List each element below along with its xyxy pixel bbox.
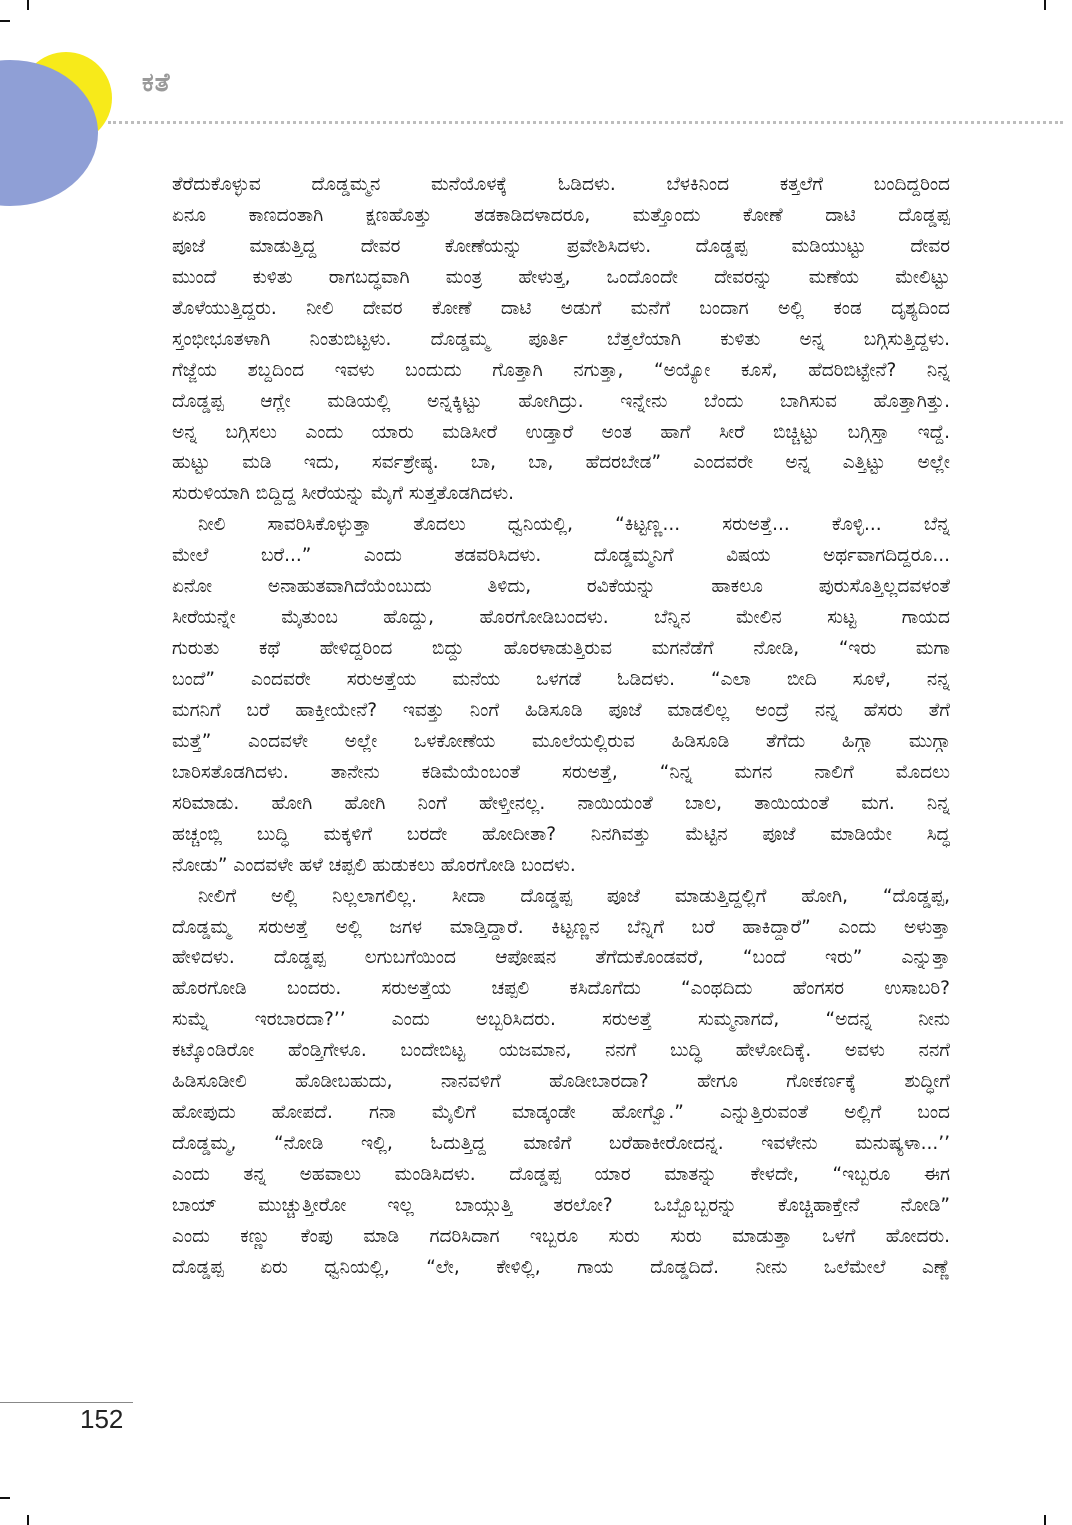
text-line: ನೀಲಿಗೆ ಅಲ್ಲಿ ನಿಲ್ಲಲಾಗಲಿಲ್ಲ. ಸೀದಾ ದೊಡ್ಡಪ್ಪ ಪೂಜೆ ಮಾಡುತ್ತಿದ್ದಲ್ಲಿಗೆ ಹೋಗಿ, “ದೊಡ್ಡಪ್ಪ, [198, 885, 950, 907]
text-line: ಸರಿಮಾಡು. ಹೋಗಿ ಹೋಗಿ ನಿಂಗೆ ಹೇಳ್ತೀನಲ್ಲ. ನಾಯಿಯಂತೆ ಬಾಲ, ತಾಯಿಯಂತೆ ಮಗ. ನಿನ್ನ [172, 792, 950, 814]
crop-mark-bottom-left-horizontal [0, 1497, 10, 1499]
text-line: ಸೀರೆಯನ್ನೇ ಮೈತುಂಬ ಹೊದ್ದು, ಹೊರಗೋಡಿಬಂದಳು. ಬೆನ್ನಿನ ಮೇಲಿನ ಸುಟ್ಟ ಗಾಯದ [172, 607, 950, 629]
text-line: ಹೇಳಿದಳು. ದೊಡ್ಡಪ್ಪ ಲಗುಬಗೆಯಿಂದ ಆಪೋಷನ ತೆಗೆದುಕೊಂಡವರೆ, “ಬಂದೆ ಇರು” ಎನ್ನುತ್ತಾ [172, 947, 950, 969]
text-line: ಕಟ್ಕೊಂಡಿರೋ ಹೆಂಡ್ತಿಗೇಳೂ. ಬಂದೇಬಿಟ್ಟ ಯಜಮಾನ, ನನಗೆ ಬುದ್ಧಿ ಹೇಳೋದಿಕ್ಕೆ. ಅವಳು ನನಗೆ [172, 1040, 950, 1062]
text-line: ದೊಡ್ಡಮ್ಮ, “ನೋಡಿ ಇಲ್ಲಿ, ಓದುತ್ತಿದ್ದ ಮಾಣಿಗೆ ಬರೆಹಾಕೀರೋದನ್ನ. ಇವಳೇನು ಮನುಷ್ಯಳಾ...’’ [172, 1133, 950, 1155]
text-line: ಹೋಪುದು ಹೋಪದೆ. ಗನಾ ಮೈಲಿಗೆ ಮಾಡ್ಕಂಡೇ ಹೋಗ್ವೊ.” ಎನ್ನುತ್ತಿರುವಂತೆ ಅಲ್ಲಿಗೆ ಬಂದ [172, 1102, 950, 1124]
text-line: ಸುಮ್ನೆ ಇರಬಾರದಾ?’’ ಎಂದು ಅಬ್ಬರಿಸಿದರು. ಸರುಅತ್ತೆ ಸುಮ್ಮನಾಗದೆ, “ಅದನ್ನ ನೀನು [172, 1009, 950, 1031]
header-dotted-rule [108, 121, 1063, 124]
text-line: ಏನೂ ಕಾಣದಂತಾಗಿ ಕ್ಷಣಹೊತ್ತು ತಡಕಾಡಿದಳಾದರೂ, ಮತ್ತೊಂದು ಕೋಣೆ ದಾಟಿ ದೊಡ್ಡಪ್ಪ [172, 204, 950, 226]
text-line: ದೊಡ್ಡಪ್ಪ ಏರು ಧ್ವನಿಯಲ್ಲಿ, “ಲೇ, ಕೇಳಿಲ್ಲಿ, ಗಾಯ ದೊಡ್ಡದಿದೆ. ನೀನು ಒಲೆಮೇಲೆ ಎಣ್ಣೆ [172, 1256, 950, 1278]
text-line: ಬಾರಿಸತೊಡಗಿದಳು. ತಾನೇನು ಕಡಿಮೆಯೆಂಬಂತೆ ಸರುಅತ್ತೆ, “ನಿನ್ನ ಮಗನ ನಾಲಿಗೆ ಮೊದಲು [172, 761, 950, 783]
text-line: ಸುರುಳಿಯಾಗಿ ಬಿದ್ದಿದ್ದ ಸೀರೆಯನ್ನು ಮೈಗೆ ಸುತ್ತತೊಡಗಿದಳು. [172, 483, 514, 505]
text-line: ಹಚ್ಚಂಬ್ಲಿ ಬುದ್ಧಿ ಮಕ್ಕಳಿಗೆ ಬರದೇ ಹೋದೀತಾ? ನಿನಗಿವತ್ತು ಮೆಟ್ಟಿನ ಪೂಜೆ ಮಾಡಿಯೇ ಸಿದ್ಧ [172, 823, 950, 845]
text-line: ಗೆಜ್ಜೆಯ ಶಬ್ದದಿಂದ ಇವಳು ಬಂದುದು ಗೊತ್ತಾಗಿ ನಗುತ್ತಾ, “ಅಯ್ಯೋ ಕೂಸೆ, ಹೆದರಿಬಿಟ್ಟೇನೆ? ನಿನ್ನ [172, 359, 950, 381]
text-line: ಅನ್ನ ಬಗ್ಗಿಸಲು ಎಂದು ಯಾರು ಮಡಿಸೀರೆ ಉಡ್ತಾರೆ ಅಂತ ಹಾಗೆ ಸೀರೆ ಬಿಚ್ಚಿಟ್ಟು ಬಗ್ಗಿಸ್ತಾ ಇದ್ದೆ. [172, 421, 950, 443]
crop-mark-bottom-left-vertical [27, 1515, 29, 1525]
text-line: ಗುರುತು ಕಥೆ ಹೇಳಿದ್ದರಿಂದ ಬಿದ್ದು ಹೊರಳಾಡುತ್ತಿರುವ ಮಗನೆಡೆಗೆ ನೋಡಿ, “ಇರು ಮಗಾ [172, 638, 950, 660]
text-line: ಏನೋ ಅನಾಹುತವಾಗಿದೆಯೆಂಬುದು ತಿಳಿದು, ರವಿಕೆಯನ್ನು ಹಾಕಲೂ ಪುರುಸೊತ್ತಿಲ್ಲದವಳಂತೆ [172, 576, 950, 598]
crop-mark-top-right-vertical [1044, 0, 1046, 10]
text-line: ಹೊರಗೋಡಿ ಬಂದರು. ಸರುಅತ್ತೆಯ ಚಪ್ಪಲಿ ಕಸಿದೊಗೆದು “ಎಂಥದಿದು ಹೆಂಗಸರ ಉಸಾಬರಿ? [172, 978, 950, 1000]
text-line: ಪೂಜೆ ಮಾಡುತ್ತಿದ್ದ ದೇವರ ಕೋಣೆಯನ್ನು ಪ್ರವೇಶಿಸಿದಳು. ದೊಡ್ಡಪ್ಪ ಮಡಿಯುಟ್ಟು ದೇವರ [172, 235, 950, 257]
text-line: ನೋಡು” ಎಂದವಳೇ ಹಳೆ ಚಪ್ಪಲಿ ಹುಡುಕಲು ಹೊರಗೋಡಿ ಬಂದಳು. [172, 854, 576, 876]
text-line: ಬಾಯ್ ಮುಚ್ಚುತ್ತೀರೋ ಇಲ್ಲ ಬಾಯ್ಗುತ್ತಿ ತರಲೋ? ಒಬ್ಬೊಬ್ಬರನ್ನು ಕೊಚ್ಚಿಹಾಕ್ತೇನೆ ನೋಡಿ” [172, 1194, 950, 1216]
crop-mark-top-left-vertical [27, 0, 29, 10]
text-line: ದೊಡ್ಡಪ್ಪ ಆಗ್ಲೇ ಮಡಿಯಲ್ಲಿ ಅನ್ನಕ್ಕಿಟ್ಟು ಹೋಗಿದ್ರು. ಇನ್ನೇನು ಬೆಂದು ಬಾಗಿಸುವ ಹೊತ್ತಾಗಿತ್ತು. [172, 390, 950, 412]
text-line: ಮಗನಿಗೆ ಬರೆ ಹಾಕ್ತೀಯೇನೆ? ಇವತ್ತು ನಿಂಗೆ ಹಿಡಿಸೂಡಿ ಪೂಜೆ ಮಾಡಲಿಲ್ಲ ಅಂದ್ರೆ ನನ್ನ ಹೆಸರು ತೆಗೆ [172, 699, 950, 721]
story-text [172, 170, 950, 1284]
text-line: ಎಂದು ತನ್ನ ಅಹವಾಲು ಮಂಡಿಸಿದಳು. ದೊಡ್ಡಪ್ಪ ಯಾರ ಮಾತನ್ನು ಕೇಳದೇ, “ಇಬ್ಬರೂ ಈಗ [172, 1164, 950, 1185]
text-line: ಹುಟ್ಟು ಮಡಿ ಇದು, ಸರ್ವಶ್ರೇಷ್ಠ. ಬಾ, ಬಾ, ಹೆದರಬೇಡ” ಎಂದವರೇ ಅನ್ನ ಎತ್ತಿಟ್ಟು ಅಲ್ಲೇ [172, 452, 950, 474]
page-number-rule [0, 1402, 133, 1403]
section-label: ಕತೆ [142, 68, 171, 98]
text-line: ನೀಲಿ ಸಾವರಿಸಿಕೊಳ್ಳುತ್ತಾ ತೊದಲು ಧ್ವನಿಯಲ್ಲಿ, “ಕಿಟ್ಟಣ್ಣ... ಸರುಅತ್ತೆ... ಕೊಳ್ಳಿ... ಬೆನ್ನ [198, 514, 950, 536]
text-line: ತೆರೆದುಕೊಳ್ಳುವ ದೊಡ್ಡಮ್ಮನ ಮನೆಯೊಳಕ್ಕೆ ಓಡಿದಳು. ಬೆಳಕಿನಿಂದ ಕತ್ತಲೆಗೆ ಬಂದಿದ್ದರಿಂದ [172, 174, 950, 195]
crop-mark-top-left-horizontal [0, 20, 10, 22]
text-line: ಮುಂದೆ ಕುಳಿತು ರಾಗಬದ್ಧವಾಗಿ ಮಂತ್ರ ಹೇಳುತ್ತ, ಒಂದೊಂದೇ ದೇವರನ್ನು ಮಣೆಯ ಮೇಲಿಟ್ಟು [172, 266, 950, 288]
text-line: ಮತ್ತೆ” ಎಂದವಳೇ ಅಲ್ಲೇ ಒಳಕೋಣೆಯ ಮೂಲೆಯಲ್ಲಿರುವ ಹಿಡಿಸೂಡಿ ತೆಗೆದು ಹಿಗ್ಗಾ ಮುಗ್ಗಾ [172, 730, 950, 752]
text-line: ದೊಡ್ಡಮ್ಮ ಸರುಅತ್ತೆ ಅಲ್ಲಿ ಜಗಳ ಮಾಡ್ತಿದ್ದಾರೆ. ಕಿಟ್ಟಣ್ಣನ ಬೆನ್ನಿಗೆ ಬರೆ ಹಾಕಿದ್ದಾರೆ” ಎಂದು ಅಳುತ್ತಾ [172, 916, 950, 938]
text-line: ಬಂದೆ” ಎಂದವರೇ ಸರುಅತ್ತೆಯ ಮನೆಯ ಒಳಗಡೆ ಓಡಿದಳು. “ಎಲಾ ಬೀದಿ ಸೂಳೆ, ನನ್ನ [172, 669, 950, 690]
text-line: ಎಂದು ಕಣ್ಣು ಕೆಂಪು ಮಾಡಿ ಗದರಿಸಿದಾಗ ಇಬ್ಬರೂ ಸುರು ಸುರು ಮಾಡುತ್ತಾ ಒಳಗೆ ಹೋದರು. [172, 1225, 950, 1247]
text-line: ಮೇಲೆ ಬರೆ...” ಎಂದು ತಡವರಿಸಿದಳು. ದೊಡ್ಡಮ್ಮನಿಗೆ ವಿಷಯ ಅರ್ಥವಾಗದಿದ್ದರೂ... [172, 545, 950, 567]
text-line: ಸ್ತಂಭೀಭೂತಳಾಗಿ ನಿಂತುಬಿಟ್ಟಳು. ದೊಡ್ಡಮ್ಮ ಪೂರ್ತಿ ಬೆತ್ತಲೆಯಾಗಿ ಕುಳಿತು ಅನ್ನ ಬಗ್ಗಿಸುತ್ತಿದ್ದಳು. [172, 328, 950, 350]
text-line: ಹಿಡಿಸೂಡೀಲಿ ಹೊಡೀಬಹುದು, ನಾನವಳಿಗೆ ಹೊಡೀಬಾರದಾ? ಹೇಗೂ ಗೋಕರ್ಣಕ್ಕೆ ಶುದ್ಧೀಗೆ [172, 1071, 950, 1093]
crop-mark-bottom-right-vertical [1044, 1515, 1046, 1525]
text-line: ತೊಳೆಯುತ್ತಿದ್ದರು. ನೀಲಿ ದೇವರ ಕೋಣೆ ದಾಟಿ ಅಡುಗೆ ಮನೆಗೆ ಬಂದಾಗ ಅಲ್ಲಿ ಕಂಡ ದೃಶ್ಯದಿಂದ [172, 297, 950, 319]
page-number: 152 [80, 1404, 124, 1434]
